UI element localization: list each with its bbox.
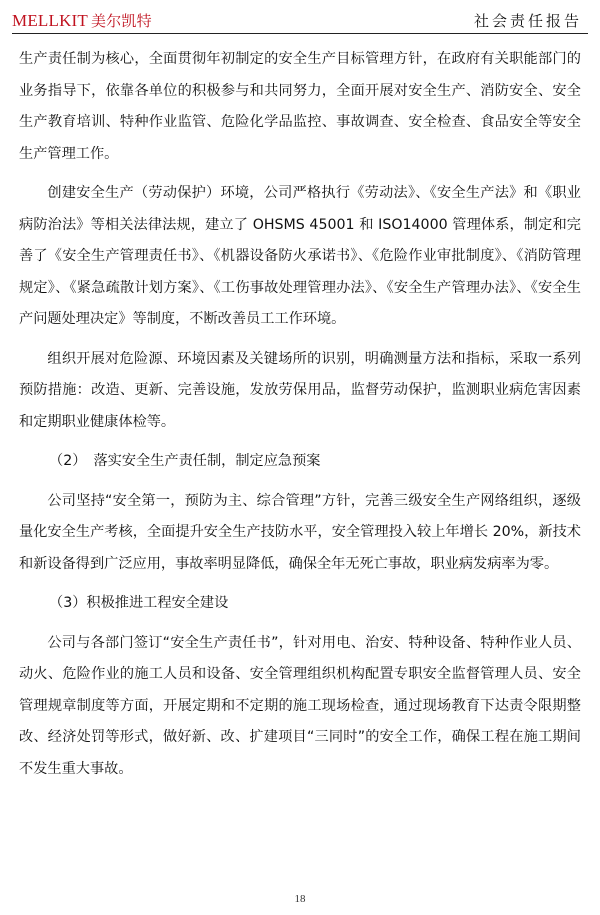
section-heading: （3）积极推进工程安全建设 bbox=[49, 595, 229, 611]
report-title: 社会责任报告 bbox=[473, 12, 582, 30]
body-paragraph: 创建安全生产（劳动保护）环境，公司严格执行《劳动法》、《安全生产法》和《职业病防治法》等相关法律法规，建立了 OHSMS 45001 和 ISO14000 管理体系，制定和完善了《安全生产管理责任书》、《机器设备防火承诺书》、《危险作业审批制度》、《消防管理规定》、《紧急疏散计划方案》、《工伤事故处理管理办法》、《安全生产管理办法》、《安全生产问题处理决定》等制度，不断改善员工工作环境。 bbox=[19, 185, 581, 327]
body-paragraph: 公司坚持“安全第一，预防为主、综合管理”方针，完善三级安全生产网络组织，逐级量化安全生产考核，全面提升安全生产技防水平，安全管理投入较上年增长 20%，新技术和新设备得到广泛应用，事故率明显降低，确保全年无死亡事故，职业病发病率为零。 bbox=[19, 492, 581, 572]
header-divider bbox=[12, 33, 588, 34]
brand-logo bbox=[12, 10, 152, 31]
body-paragraph: 生产责任制为核心，全面贯彻年初制定的安全生产目标管理方针，在政府有关职能部门的业务指导下，依靠各单位的积极参与和共同努力，全面开展对安全生产、消防安全、安全生产教育培训、特种作业监管、危险化学品监控、事故调查、安全检查、食品安全等安全生产管理工作。 bbox=[19, 51, 581, 162]
body-paragraph: 组织开展对危险源、环境因素及关键场所的识别，明确测量方法和指标，采取一系列预防措施：改造、更新、完善设施，发放劳保用品，监督劳动保护，监测职业病危害因素和定期职业健康体检等。 bbox=[19, 350, 581, 430]
brand-name-en: MELLKIT bbox=[12, 11, 88, 30]
section-heading: （2） 落实安全生产责任制，制定应急预案 bbox=[49, 453, 321, 469]
body-paragraph: 公司与各部门签订“安全生产责任书”，针对用电、治安、特种设备、特种作业人员、动火、危险作业的施工人员和设备、安全管理组织机构配置专职安全监督管理人员、安全管理规章制度等方面，开展定期和不定期的施工现场检查，通过现场教育下达责令限期整改、经济处罚等形式，做好新、改、扩建项目“三同时”的安全工作，确保工程在施工期间不发生重大事故。 bbox=[19, 634, 581, 777]
brand-name-cn: 美尔凯特 bbox=[91, 12, 152, 30]
page-header bbox=[12, 6, 588, 34]
document-body bbox=[19, 44, 581, 785]
page-number: 18 bbox=[294, 893, 306, 905]
